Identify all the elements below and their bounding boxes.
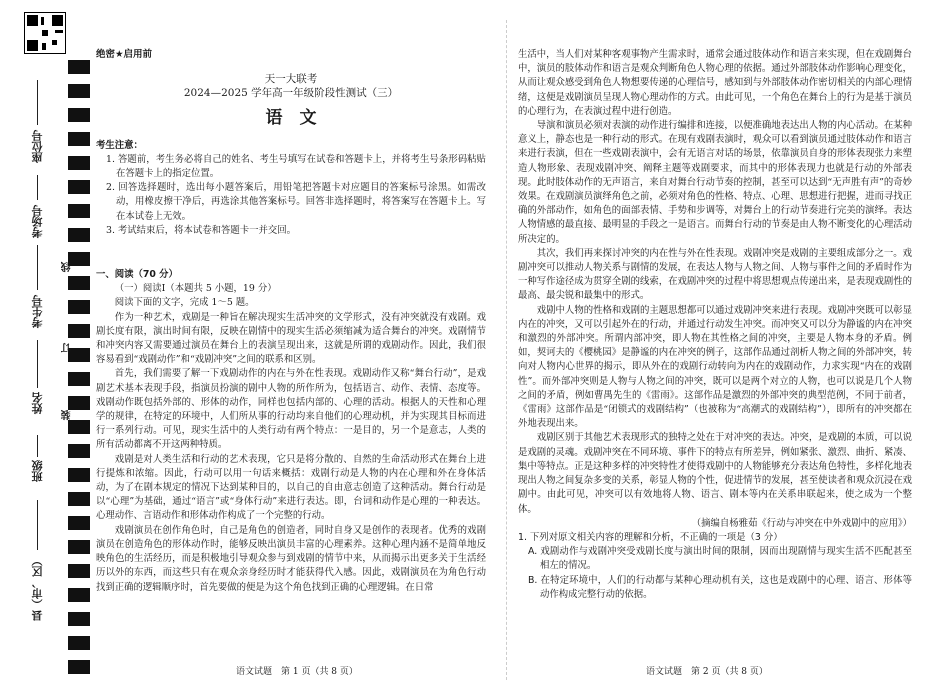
passage-paragraph: 其次，我们再来探讨冲突的内在性与外在性表现。戏剧冲突是戏剧的主要组成部分之一。戏剧冲突可以推动人物关系与剧情的发展，在表达人物与人物之间、人物与事件之间的矛盾时作为一种写作途径成为贯穿全剧的线索，在戏剧冲突的过程中将思想观点传递出来，是表现戏剧性的最高、最尖锐和最集中的形式。 xyxy=(518,247,912,302)
class-label: 班级 xyxy=(31,460,44,482)
exam-room-label: 考场号 xyxy=(31,205,44,238)
section-title: 一、阅读（70 分） xyxy=(96,269,178,281)
question-stem: 1. 下列对原文相关内容的理解和分析，不正确的一项是（3 分） xyxy=(518,531,783,543)
qr-code xyxy=(24,12,66,54)
passage-paragraph: 导演和演员必须对表演的动作进行编排和连接，以便准确地表达出人物的内心活动。在某种意义上，静态也是一种行动的形式。在现有戏剧表演时，观众可以看到演员通过肢体动作和语言来进行表演，但在一些戏剧表演中，会有无语言对话的场景，依靠演员自身的形体表现张力来塑造人物形象、表现戏剧冲突、阐释主题等戏剧要求，而其中的形体表现力也就是行动的外部表现。此时肢体动作的无声语言，来自对舞台行动节奏的控制，甚至可以达到“无声胜有声”的奇妙效果。在戏剧演员演绎角色之前，必须对角色的性格、特点、心理、思想进行把握，进而寻找正确的外部动作，如角色的面部表情、手势和步调等，对舞台上的行动节奏进行完美的演绎。表达人物情感的最直接、最明显的手段之一是语言。而舞台行动的节奏是由人物不断变化的心理活动所决定的。 xyxy=(518,120,912,245)
source-citation: （摘编自杨雅茹《行动与冲突在中外戏剧中的应用》） xyxy=(691,517,912,529)
county-line xyxy=(37,500,38,550)
passage-paragraph: 作为一种艺术，戏剧是一种旨在解决现实生活冲突的文学形式，没有冲突就没有戏剧。戏剧长度有限，演出时间有限，反映在剧情中的现实生活必须缩减为适合舞台的冲突。戏剧情节和冲突内容又需要通过演员在舞台上的表演呈现出来，这就是所谓的戏剧动作。因此，我们很容易看到“戏剧动作”和“戏剧冲突”之间的联系和区别。 xyxy=(96,311,486,366)
seat-line xyxy=(37,80,38,125)
option-a: A. 戏剧动作与戏剧冲突受戏剧长度与演出时间的限制，因而出现剧情与现实生活不匹配甚至相左的情况。 xyxy=(528,546,912,572)
section-sub: （一）阅读Ⅰ（本题共 5 小题，19 分） xyxy=(114,283,277,295)
left-column xyxy=(96,48,486,595)
name-line xyxy=(37,340,38,388)
column-divider xyxy=(506,20,507,680)
secret-label: 绝密★启用前 xyxy=(96,49,153,60)
passage-paragraph: 首先，我们需要了解一下戏剧动作的内在与外在性表现。戏剧动作又称“舞台行动”，是戏剧艺术基本表现手段，指演员扮演的剧中人物的所作所为，包括语言、动作、表情、态度等。戏剧动作既包括外部的、形体的动作，同样也包括内部的、心理的活动。根据人的天性和心理学的规律，在特定的环境中，人们所从事的行动均来自他们的心理动机，并为实现其目标而进行一系列行动。可见，现实生活中的人类行动有两个特点：一是目的，另一个是意志，人类的所有活动都离不开这两种特质。 xyxy=(96,368,486,451)
section-instruction: 阅读下面的文字，完成 1～5 题。 xyxy=(114,297,255,309)
seat-label: 座位号 xyxy=(31,130,44,163)
subject-title: 语 文 xyxy=(265,107,317,128)
county-label: 县（市、区） xyxy=(31,555,44,621)
option-b: B. 在特定环境中，人们的行动都与某种心理动机有关，这也是戏剧中的心理、语言、形体等动作构成完整行动的依据。 xyxy=(528,574,912,600)
note-item: 2. 回答选择题时，选出每小题答案后，用铅笔把答题卡对应题目的答案标号涂黑。如需改动，用橡皮擦干净后，再选涂其他答案标号。回答非选择题时，将答案写在答题卡上。写在本试卷上无效。 xyxy=(106,182,486,222)
passage-paragraph: 戏剧区别于其他艺术表现形式的独特之处在于对冲突的表达。冲突，是戏剧的本质，可以说是戏剧的灵魂。戏剧冲突在不同环境、事件下的特点有所差异，例如紧张、激烈、曲折、紧凑、集中等特点。正是这种多样的冲突特性才使得戏剧中的人物能够充分表达角色特性，多样化地表现出人物之间复杂多变的关系，彰显人物的个性，促进情节的发展，甚至使读者和观众沉浸在戏剧中。由此可见，冲突可以有效地将人物、语言、剧本等内在关系串联起来，使之成为一个整体。 xyxy=(518,432,912,515)
student-no-line xyxy=(37,245,38,290)
seal-line-mark: 线 xyxy=(62,262,73,272)
student-no-label: 考生号 xyxy=(31,295,44,328)
note-item: 1. 答题前，考生务必将自己的姓名、考生号填写在试卷和答题卡上，并将考生号条形码粘贴在答题卡上的指定位置。 xyxy=(106,153,486,180)
notes-title: 考生注意： xyxy=(96,139,143,151)
exam-room-line xyxy=(37,175,38,200)
footer-page-1: 语文试题 第 1 页（共 8 页） xyxy=(236,667,358,677)
right-column xyxy=(518,48,912,602)
passage-paragraph: 戏剧是对人类生活和行动的艺术表现，它只是将分散的、自然的生命活动形式在舞台上进行提炼和浓缩。因此，行动可以用一句话来概括：戏剧行动是人物的内在心理和外在身体活动，为了在剧本规定的情况下达到某种目的，以自己的自由意志创造了这种活动。舞台行动是以“心理”为基础，通过“语言”或“身体行动”来进行表达。即，台词和动作是心理的一种表达。心理动作、言语动作和形体动作构成了一个完整的行动。 xyxy=(96,453,486,522)
name-label: 姓名 xyxy=(31,392,44,414)
seal-ding-mark: 订 xyxy=(62,343,73,353)
note-item: 3. 考试结束后，将本试卷和答题卡一并交回。 xyxy=(106,224,297,236)
binding-stripe xyxy=(68,60,90,680)
footer-page-2: 语文试题 第 2 页（共 8 页） xyxy=(646,667,768,677)
seal-zhuang-mark: 装 xyxy=(62,410,73,420)
passage-paragraph: 生活中，当人们对某种客观事物产生需求时，通常会通过肢体动作和语言来实现，但在戏剧舞台中，演员的肢体动作和语言是观众判断角色人物心理的依据。通过外部肢体动作影响心理变化，从而让观众感受到角色人物想要传递的心理信号，感知到与外部肢体动作密切相关的内部心理情绪，这便是戏剧演员呈现人物心理动作的方式。由此可见，一个角色在舞台上的行为是基于演员的心理行为，在表演过程中进行创造。 xyxy=(518,49,912,117)
passage-paragraph: 戏剧中人物的性格和戏剧的主题思想都可以通过戏剧冲突来进行表现。戏剧冲突既可以彰显内在的冲突，又可以引起外在的行动，并通过行动发生冲突。而冲突又可以分为静谧的内在冲突和激烈的外部冲突。所谓内部冲突，即人物在其性格之间的冲突，主要是人物本身的矛盾。例如，契诃夫的《樱桃园》是静谧的内在冲突的例子，这部作品通过剖析人物之间的外部冲突，转向对人物内心世界的揭示，即从外在的戏剧行动转向为内在的戏剧动作，力求实现“内在的戏剧性”。而外部冲突则是人物与人物之间的冲突，既可以是两个对立的人物，也可以说是几个人物之间的矛盾，例如曹禺先生的《雷雨》。这部作品是激烈的外部冲突的典型范例，不同于前者，《雷雨》这部作品是“闭锁式的戏剧结构”（也被称为“高潮式的戏剧结构”），即所有的冲突都在外地表现出来。 xyxy=(518,304,912,430)
class-line xyxy=(37,435,38,457)
exam-title: 2024—2025 学年高一年级阶段性测试（三） xyxy=(183,87,399,100)
passage-paragraph: 戏剧演员在创作角色时，自己是角色的创造者，同时自身又是创作的表现者。优秀的戏剧演员在创造角色的形体动作时，能够反映出演员丰富的心理素养。这种心理内涵不是简单地反映角色的生活经历，而是积极地引导观众参与到戏剧的情节中来，从而揭示出更多关于生活经历以外的东西，而这些只有在观众亲身经历时才能获得代入感。因此，戏剧演员在为角色行动找到正确的逻辑顺序时，首先要做的便是为这个角色找到正确的心理逻辑。在日常 xyxy=(96,524,486,593)
org-name: 天一大联考 xyxy=(264,73,318,86)
